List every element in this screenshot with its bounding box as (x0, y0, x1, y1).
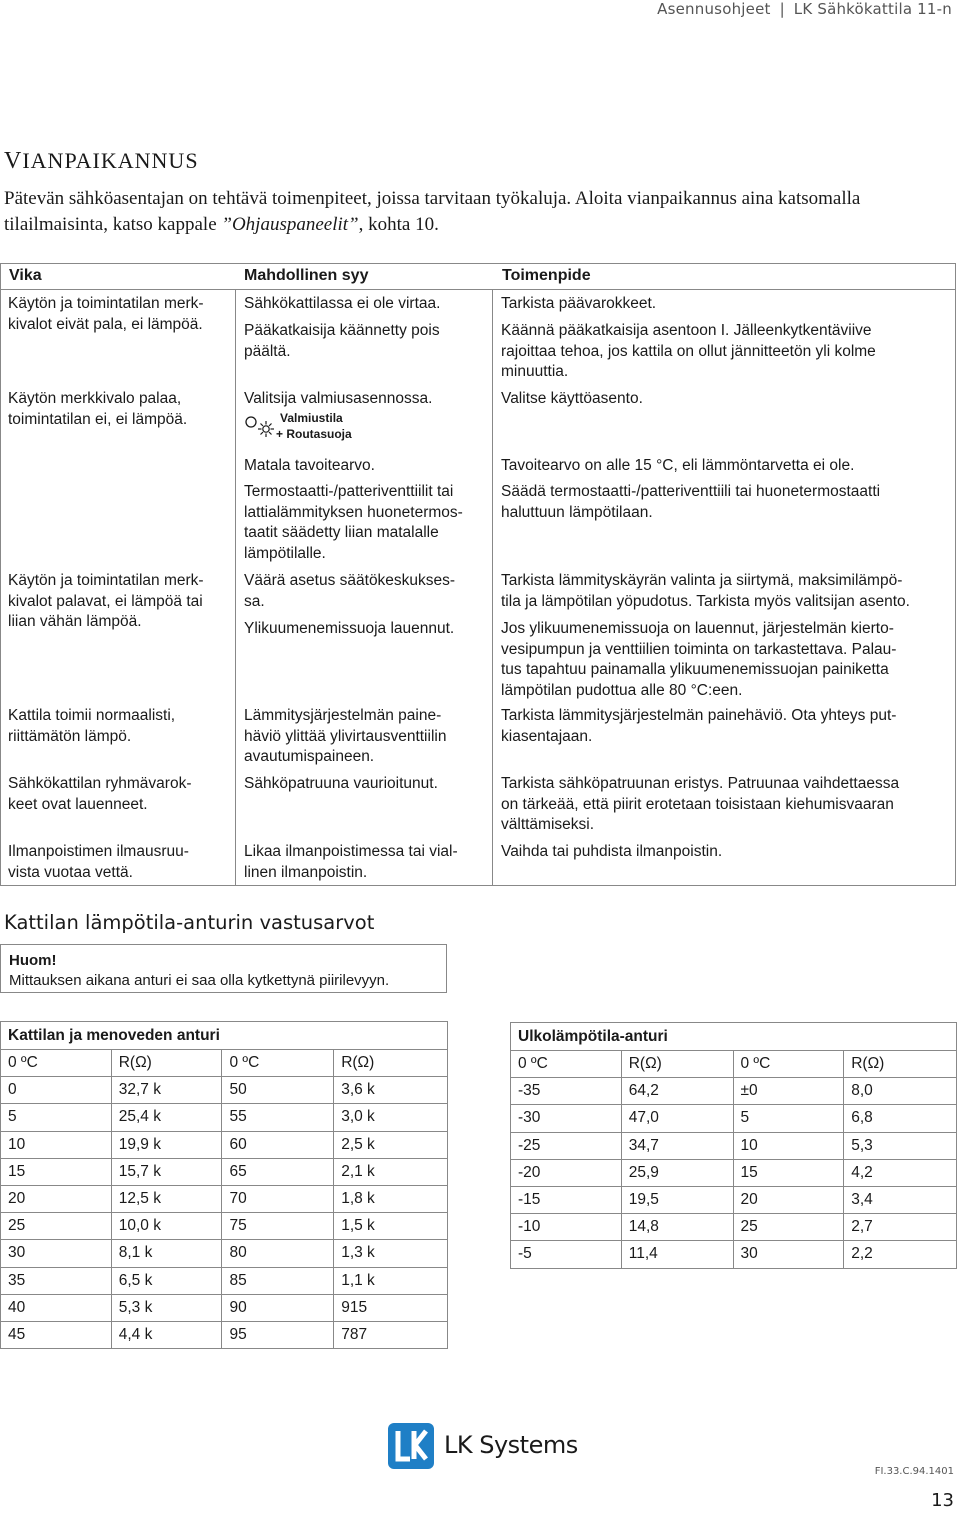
action-cell: Käännä pääkatkaisija asentoon I. Jälleenkytkentäviive rajoittaa tehoa, jos kattila on ollut jännitteetön yli kolme minuuttia. (501, 322, 876, 380)
table-cell: ±0 (733, 1078, 844, 1105)
table-cell: -20 (511, 1159, 622, 1186)
table-row (1, 1240, 448, 1267)
cause-cell: Lämmitysjärjestelmän paine- häviö ylittää ylivirtausventtiilin avautumispaineen. (244, 707, 447, 765)
table-cell: 915 (334, 1294, 448, 1321)
fault-cell: Ilmanpoistimen ilmausruu- vista vuotaa vettä. (8, 843, 189, 881)
table-cell: 85 (222, 1267, 334, 1294)
standby-mode-indicator (244, 409, 374, 445)
header-cause: Mahdollinen syy (244, 267, 369, 284)
document-code: FI.33.C.94.1401 (874, 1466, 954, 1477)
action-cell: Tavoitearvo on alle 15 °C, eli lämmöntarvetta ei ole. (501, 457, 855, 474)
table-cell: 75 (222, 1213, 334, 1240)
intro-reference: ”Ohjauspaneelit” (221, 214, 359, 235)
table-cell: 60 (222, 1131, 334, 1158)
intro-paragraph: Pätevän sähköasentajan on tehtävä toimenpiteet, joissa tarvitaan työkaluja. Aloita vianpaikannus aina katsomalla tilailmaisinta, katso kappale ”Ohjauspaneelit”, kohta 10. (4, 188, 861, 235)
table-header-row (511, 1051, 957, 1078)
table-caption: Ulkolämpötila-anturi (511, 1023, 957, 1051)
action-cell: Säädä termostaatti-/patteriventtiili tai huonetermostaatti haluttuun lämpötilaan. (501, 483, 881, 521)
section-title: VIANPAIKANNUS (4, 148, 199, 174)
table-row (1, 1131, 448, 1158)
table-row (511, 1214, 957, 1241)
page-number: 13 (931, 1490, 954, 1511)
table-cell: 14,8 (621, 1214, 733, 1241)
icon-label-standby: Valmiustila (280, 411, 343, 425)
fault-cell: Sähkökattilan ryhmävarok- keet ovat lauenneet. (8, 775, 192, 813)
cause-cell: Väärä asetus säätökeskukses- sa. (244, 572, 456, 610)
table-cell: 6,5 k (111, 1267, 222, 1294)
note-text: Mittauksen aikana anturi ei saa olla kytkettynä piirilevyyn. (9, 972, 390, 989)
table-cell: 19,9 k (111, 1131, 222, 1158)
table-cell: -35 (511, 1078, 622, 1105)
table-cell: 1,8 k (334, 1185, 448, 1212)
header-product: LK Sähkökattila 11-n (793, 0, 952, 18)
outdoor-sensor-table (510, 1022, 957, 1269)
page-header (657, 0, 952, 18)
note-box (0, 944, 447, 993)
table-row (1, 1294, 448, 1321)
table-cell: 2,1 k (334, 1158, 448, 1185)
table-caption-row (511, 1023, 957, 1051)
table-cell: 5,3 (844, 1132, 957, 1159)
column-header: R(Ω) (621, 1051, 733, 1078)
table-row (1, 1185, 448, 1212)
table-cell: 15 (733, 1159, 844, 1186)
cause-cell: Matala tavoitearvo. (244, 457, 375, 474)
table-cell: 2,7 (844, 1214, 957, 1241)
note-title: Huom! (9, 952, 57, 969)
table-cell: 19,5 (621, 1186, 733, 1213)
table-cell: 3,4 (844, 1186, 957, 1213)
table-cell: 90 (222, 1294, 334, 1321)
cause-cell: Likaa ilmanpoistimessa tai vial- linen ilmanpoistin. (244, 843, 458, 881)
lk-systems-logo (388, 1423, 578, 1473)
header-fault: Vika (9, 267, 42, 284)
lk-logo-mark (388, 1423, 434, 1469)
column-header: 0 ºC (222, 1050, 334, 1077)
column-divider (492, 290, 493, 885)
table-cell: 10,0 k (111, 1213, 222, 1240)
table-cell: 20 (1, 1185, 112, 1212)
action-cell: Jos ylikuumenemissuoja on lauennut, järjestelmän kierto- vesipumpun ja venttiilien toiminta on tarkastettava. Palau- tus tapahtuu painamalla ylikuumenemissuojan painiketta lämpötilan pudottua alle 80 °C:een. (501, 620, 897, 699)
table-cell: 1,1 k (334, 1267, 448, 1294)
table-row (511, 1105, 957, 1132)
table-cell: 30 (733, 1241, 844, 1268)
table-row (1, 1104, 448, 1131)
table-cell: -25 (511, 1132, 622, 1159)
fault-cell: Käytön ja toimintatilan merk- kivalot eivät pala, ei lämpöä. (8, 295, 204, 333)
table-cell: 95 (222, 1321, 334, 1348)
table-cell: 20 (733, 1186, 844, 1213)
table-cell: 25,4 k (111, 1104, 222, 1131)
table-header-row (1, 264, 955, 290)
cause-cell: Termostaatti-/patteriventtiilit tai lattialämmityksen huonetermos- taatit säädetty liian matalalle lämpötilalle. (244, 483, 463, 562)
table-cell: 2,5 k (334, 1131, 448, 1158)
table-cell: 80 (222, 1240, 334, 1267)
table-cell: -30 (511, 1105, 622, 1132)
header-doc-title: Asennusohjeet (657, 0, 771, 18)
table-cell: 64,2 (621, 1078, 733, 1105)
action-cell: Vaihda tai puhdista ilmanpoistin. (501, 843, 723, 860)
table-cell: 35 (1, 1267, 112, 1294)
table-cell: 3,0 k (334, 1104, 448, 1131)
fault-cell: Kattila toimii normaalisti, riittämätön lämpö. (8, 707, 176, 745)
table-cell: 3,6 k (334, 1077, 448, 1104)
header-separator: | (779, 0, 785, 18)
table-caption-row (1, 1022, 448, 1050)
table-cell: -15 (511, 1186, 622, 1213)
table-cell: 6,8 (844, 1105, 957, 1132)
table-cell: 787 (334, 1321, 448, 1348)
fault-cell: Käytön ja toimintatilan merk- kivalot palavat, ei lämpöä tai liian vähän lämpöä. (8, 572, 204, 630)
table-cell: 10 (1, 1131, 112, 1158)
column-header: 0 ºC (1, 1050, 112, 1077)
table-cell: 55 (222, 1104, 334, 1131)
table-cell: 15 (1, 1158, 112, 1185)
table-cell: 11,4 (621, 1241, 733, 1268)
table-cell: 1,3 k (334, 1240, 448, 1267)
table-cell: 0 (1, 1077, 112, 1104)
table-cell: 40 (1, 1294, 112, 1321)
table-caption: Kattilan ja menoveden anturi (1, 1022, 448, 1050)
column-header: R(Ω) (844, 1051, 957, 1078)
table-cell: 34,7 (621, 1132, 733, 1159)
table-header-row (1, 1050, 448, 1077)
table-cell: 15,7 k (111, 1158, 222, 1185)
boiler-sensor-table (0, 1021, 448, 1349)
cause-cell: Sähköpatruuna vaurioitunut. (244, 775, 438, 792)
table-row (511, 1241, 957, 1268)
column-header: 0 ºC (733, 1051, 844, 1078)
table-row (1, 1213, 448, 1240)
cause-cell: Ylikuumenemissuoja lauennut. (244, 620, 455, 637)
icon-label-frost: + Routasuoja (276, 427, 352, 441)
table-row (1, 1077, 448, 1104)
table-cell: 25 (1, 1213, 112, 1240)
standby-frost-icon (244, 415, 276, 437)
table-cell: 4,2 (844, 1159, 957, 1186)
table-cell: -10 (511, 1214, 622, 1241)
header-action: Toimenpide (502, 267, 591, 284)
action-cell: Valitse käyttöasento. (501, 390, 643, 407)
sensor-section-title: Kattilan lämpötila-anturin vastusarvot (4, 911, 375, 934)
column-divider (235, 290, 236, 885)
table-row (511, 1078, 957, 1105)
table-cell: 65 (222, 1158, 334, 1185)
logo-text: LK Systems (444, 1431, 578, 1459)
column-header: R(Ω) (111, 1050, 222, 1077)
action-cell: Tarkista lämmitysjärjestelmän painehäviö. Ota yhteys put- kiasentajaan. (501, 707, 897, 745)
fault-cell: Käytön merkkivalo palaa, toimintatilan ei, ei lämpöä. (8, 390, 188, 428)
table-cell: 32,7 k (111, 1077, 222, 1104)
table-cell: -5 (511, 1241, 622, 1268)
table-row (511, 1132, 957, 1159)
table-row (511, 1159, 957, 1186)
action-cell: Tarkista sähköpatruunan eristys. Patruunaa vaihdettaessa on tärkeää, että piirit erotetaan toisistaan kiehumisvaaran välttämiseksi. (501, 775, 900, 833)
table-cell: 45 (1, 1321, 112, 1348)
cause-cell: Valitsija valmiusasennossa. (244, 390, 433, 407)
table-row (1, 1267, 448, 1294)
table-row (1, 1321, 448, 1348)
table-cell: 25 (733, 1214, 844, 1241)
table-cell: 10 (733, 1132, 844, 1159)
table-cell: 47,0 (621, 1105, 733, 1132)
table-cell: 30 (1, 1240, 112, 1267)
table-cell: 8,0 (844, 1078, 957, 1105)
table-cell: 12,5 k (111, 1185, 222, 1212)
column-header: 0 ºC (511, 1051, 622, 1078)
table-row (1, 1158, 448, 1185)
column-header: R(Ω) (334, 1050, 448, 1077)
cause-cell: Sähkökattilassa ei ole virtaa. (244, 295, 441, 312)
table-cell: 50 (222, 1077, 334, 1104)
table-cell: 2,2 (844, 1241, 957, 1268)
table-cell: 5 (733, 1105, 844, 1132)
table-row (511, 1186, 957, 1213)
action-cell: Tarkista lämmityskäyrän valinta ja siirtymä, maksimilämpö- tila ja lämpötilan yöpudotus. Tarkista myös valitsijan asento. (501, 572, 910, 610)
table-cell: 25,9 (621, 1159, 733, 1186)
table-cell: 1,5 k (334, 1213, 448, 1240)
cause-cell: Pääkatkaisija käännetty pois päältä. (244, 322, 440, 360)
table-cell: 8,1 k (111, 1240, 222, 1267)
action-cell: Tarkista päävarokkeet. (501, 295, 657, 312)
table-cell: 5 (1, 1104, 112, 1131)
table-cell: 4,4 k (111, 1321, 222, 1348)
table-cell: 70 (222, 1185, 334, 1212)
table-cell: 5,3 k (111, 1294, 222, 1321)
